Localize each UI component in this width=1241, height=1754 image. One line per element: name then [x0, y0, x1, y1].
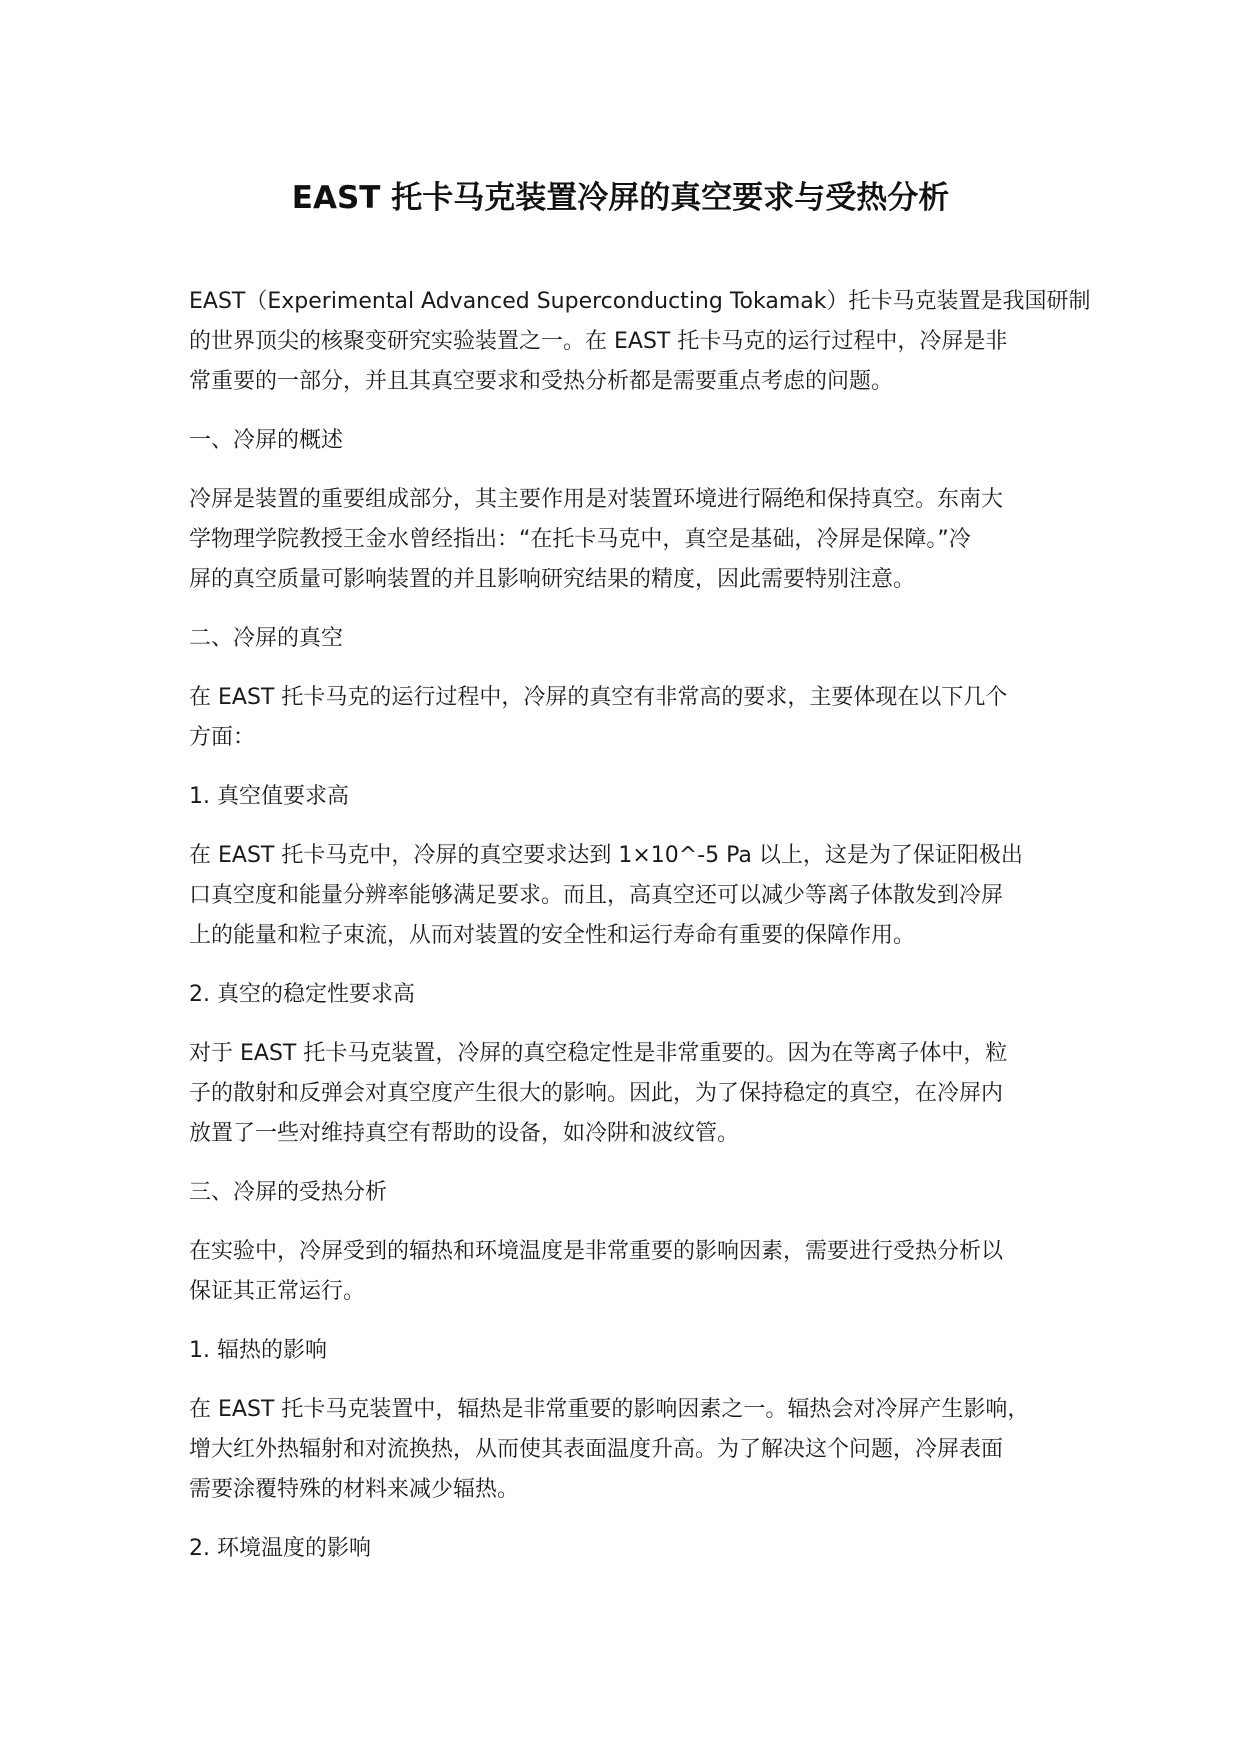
subsection-heading — [189, 1529, 1069, 1569]
subsection-paragraph — [189, 836, 1069, 956]
section-paragraph — [189, 678, 1069, 758]
intro-paragraph — [189, 282, 1091, 402]
subsection-heading — [189, 1331, 1069, 1371]
text-line: 保证其正常运行。 — [189, 1279, 366, 1304]
text-line: 在实验中，冷屏受到的辐热和环境温度是非常重要的影响因素，需要进行受热分析以 — [189, 1239, 1004, 1264]
text-line: EAST（Experimental Advanced Superconducting Tokamak）托卡马克装置是我国研制 — [189, 289, 1091, 314]
text-line: 增大红外热辐射和对流换热，从而使其表面温度升高。为了解决这个问题，冷屏表面 — [189, 1437, 1004, 1462]
text-line: 常重要的一部分，并且其真空要求和受热分析都是需要重点考虑的问题。 — [189, 369, 894, 394]
text-line: 需要涂覆特殊的材料来减少辐热。 — [189, 1477, 520, 1502]
subsection-paragraph — [189, 1034, 1069, 1154]
text-line: 冷屏是装置的重要组成部分，其主要作用是对装置环境进行隔绝和保持真空。东南大 — [189, 487, 1004, 512]
text-line: 学物理学院教授王金水曾经指出：“在托卡马克中，真空是基础，冷屏是保障。”冷 — [189, 527, 971, 552]
document-title: EAST 托卡马克装置冷屏的真空要求与受热分析 — [291, 180, 950, 216]
text-line: 上的能量和粒子束流，从而对装置的安全性和运行寿命有重要的保障作用。 — [189, 923, 916, 948]
subsection-heading — [189, 777, 1069, 817]
text-line: 屏的真空质量可影响装置的并且影响研究结果的精度，因此需要特别注意。 — [189, 567, 916, 592]
text-line: 口真空度和能量分辨率能够满足要求。而且，高真空还可以减少等离子体散发到冷屏 — [189, 883, 1004, 908]
subsection-heading-text: 1. 辐热的影响 — [189, 1338, 327, 1363]
section-heading-text: 二、冷屏的真空 — [189, 626, 344, 651]
section-paragraph — [189, 1232, 1069, 1312]
subsection-paragraph — [189, 1390, 1069, 1510]
text-line: 在 EAST 托卡马克中，冷屏的真空要求达到 1×10^-5 Pa 以上，这是为了保证阳极出 — [189, 843, 1023, 868]
text-line: 的世界顶尖的核聚变研究实验装置之一。在 EAST 托卡马克的运行过程中，冷屏是非 — [189, 329, 1008, 354]
text-line: 在 EAST 托卡马克装置中，辐热是非常重要的影响因素之一。辐热会对冷屏产生影响， — [189, 1397, 1030, 1422]
section-heading-text: 三、冷屏的受热分析 — [189, 1180, 388, 1205]
text-line: 方面： — [189, 725, 256, 750]
subsection-heading-text: 2. 真空的稳定性要求高 — [189, 982, 415, 1007]
subsection-heading-text: 1. 真空值要求高 — [189, 784, 349, 809]
text-line: 子的散射和反弹会对真空度产生很大的影响。因此，为了保持稳定的真空，在冷屏内 — [189, 1081, 1004, 1106]
text-line: 在 EAST 托卡马克的运行过程中，冷屏的真空有非常高的要求，主要体现在以下几个 — [189, 685, 1008, 710]
text-line: 放置了一些对维持真空有帮助的设备，如冷阱和波纹管。 — [189, 1121, 740, 1146]
section-heading — [189, 1173, 1069, 1213]
section-paragraph — [189, 480, 1069, 600]
section-heading — [189, 421, 1069, 461]
section-heading-text: 一、冷屏的概述 — [189, 428, 344, 453]
text-line: 对于 EAST 托卡马克装置，冷屏的真空稳定性是非常重要的。因为在等离子体中，粒 — [189, 1041, 1008, 1066]
subsection-heading — [189, 975, 1069, 1015]
section-heading — [189, 619, 1069, 659]
subsection-heading-text: 2. 环境温度的影响 — [189, 1536, 371, 1561]
